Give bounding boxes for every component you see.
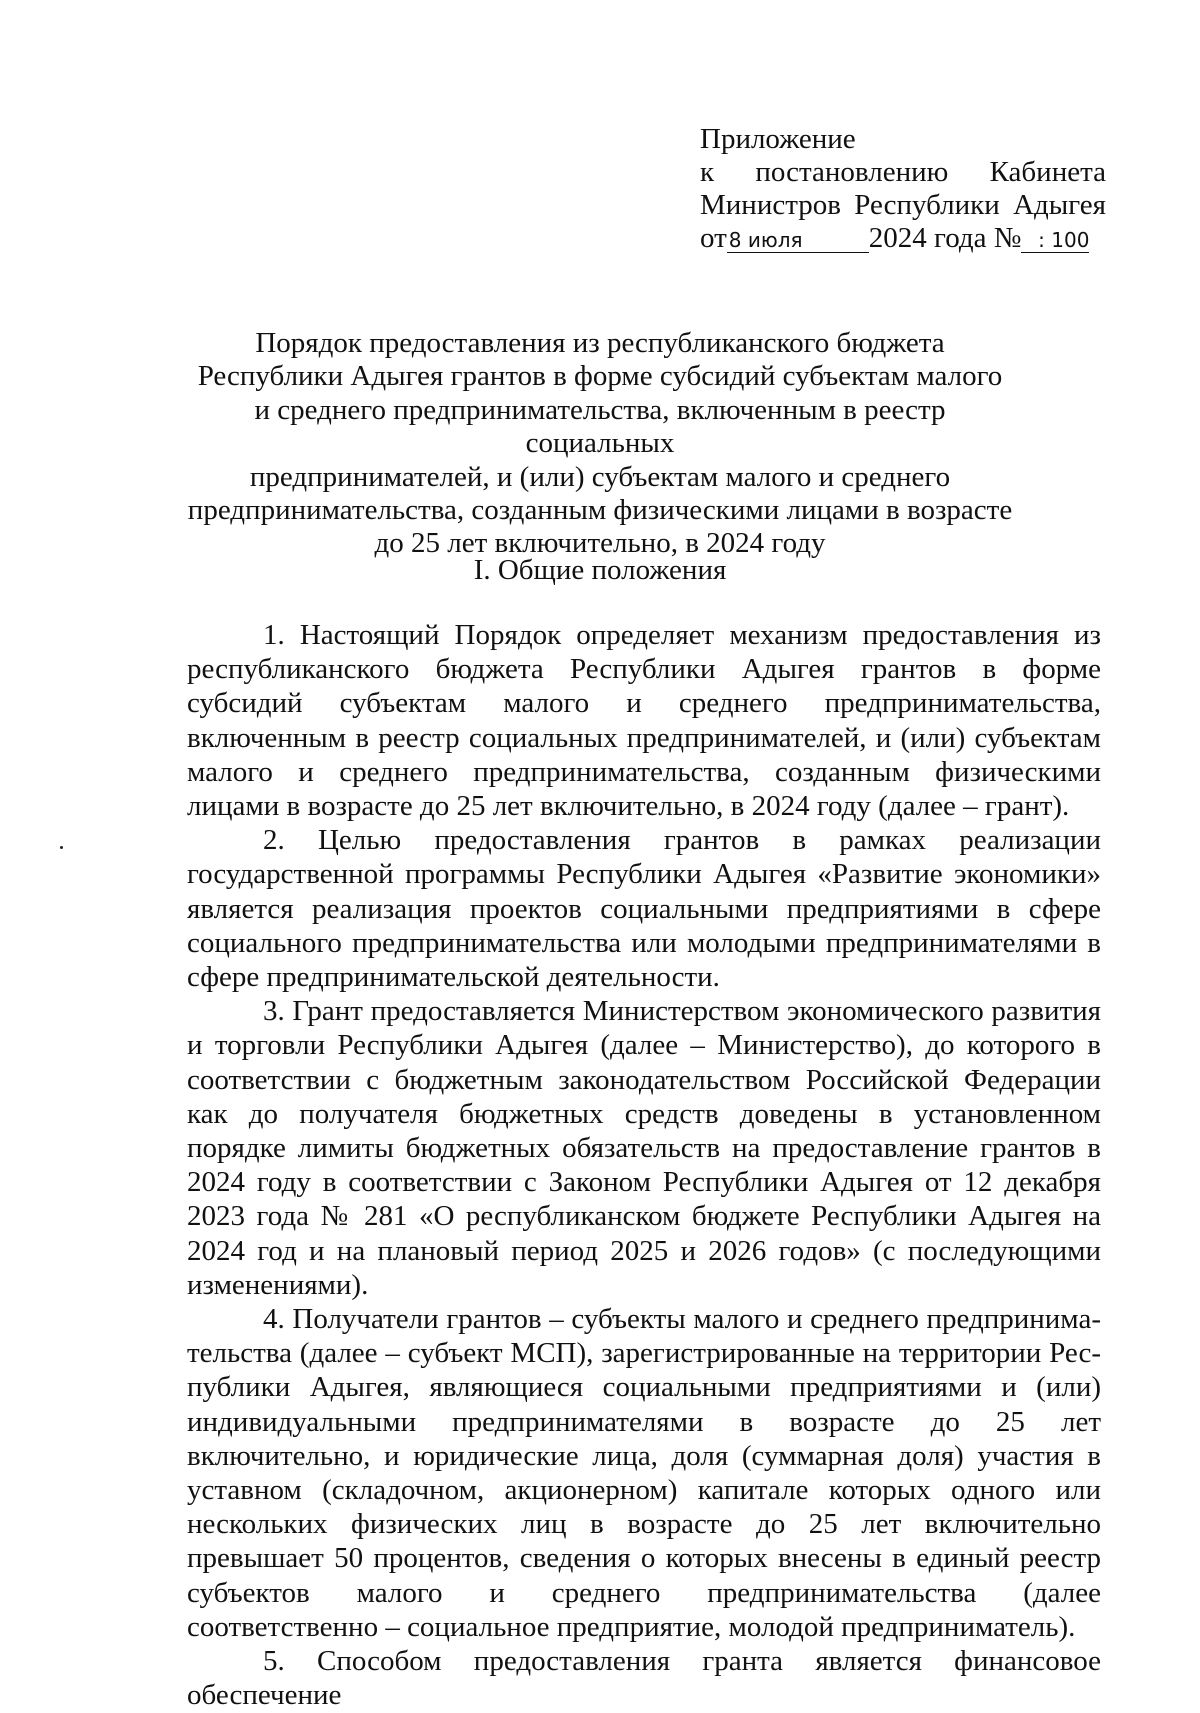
section-heading: I. Общие положения	[473, 554, 727, 586]
appendix-label: Приложение	[700, 123, 856, 155]
title-line: Порядок предоставления из республиканского бюджета	[255, 327, 945, 359]
handwritten-date: 8 июля	[727, 228, 869, 253]
paragraph: 1. Настоящий Порядок определяет механизм предоставления из республиканского бюджета Республики Адыгея грантов в форме субсидий субъектам малого и среднего предпринимательства, включенным в реестр социальных предпринимателей, и (или) субъектам малого и среднего предпринимательства, созданным физическими лицами в возрасте до 25 лет включительно, в 2024 году (далее – грант).	[187, 619, 1101, 823]
appendix-resolution-line: к постановлению Кабинета	[700, 156, 1106, 188]
title-line: предпринимательства, созданным физическими лицами в возрасте	[187, 494, 1013, 527]
appendix-ministers-line: Министров Республики Адыгея	[700, 189, 1106, 221]
date-prefix: от	[700, 222, 727, 254]
title-line: Республики Адыгея грантов в форме субсидий субъектам малого	[197, 360, 1003, 393]
paragraph: 4. Получатели грантов – субъекты малого и среднего предпринимательства (далее – субъект МСП), зарегистрированные на территории Республики Адыгея, являющиеся социальными предприятиями и (или) индивидуальными предпринимателями в возрасте до 25 лет включительно, и юридические лица, доля (суммарная доля) участия в уставном (складочном, акционерном) капитале которых одного или нескольких физических лиц в возрасте до 25 лет включительно превышает 50 процентов, сведения о которых внесены в единый реестр субъектов малого и среднего предпринимательства (далее соответственно – социальное предприятие, молодой предприниматель).	[187, 1303, 1101, 1643]
document-body	[187, 618, 1101, 1713]
paragraph: 3. Грант предоставляется Министерством экономического развития и торговли Республики Адыгея (далее – Министерство), до которого в соответствии с бюджетным законодательством Российской Федерации как до получателя бюджетных средств доведены в установленном порядке лимиты бюджетных обязательств на предоставление грантов в 2024 году в соответствии с Законом Республики Адыгея от 12 декабря 2023 года № 281 «О республиканском бюджете Республики Адыгея на 2024 год и на плановый период 2025 и 2026 годов» (с последующими изменениями).	[187, 995, 1101, 1301]
appendix-date-line	[700, 222, 1106, 255]
paragraph: 5. Способом предоставления гранта является финансовое обеспечение	[187, 1645, 1101, 1712]
title-line: до 25 лет включительно, в 2024 году	[374, 527, 826, 560]
paragraph: 2. Целью предоставления грантов в рамках реализации государственной программы Республики Адыгея «Развитие экономики» является реализация проектов социальными предприятиями в сфере социального предпринимательства или молодыми предпринимателями в сфере предпринимательской деятельности.	[187, 824, 1101, 994]
handwritten-number: : 100	[1021, 228, 1089, 253]
title-line: и среднего предпринимательства, включенным в реестр социальных	[254, 393, 946, 460]
scan-speck	[60, 846, 63, 849]
title-line: предпринимателей, и (или) субъектам малого и среднего	[249, 460, 951, 493]
appendix-block	[700, 123, 1106, 255]
document-title	[180, 327, 1020, 561]
year-text: 2024 года №	[868, 222, 1022, 254]
